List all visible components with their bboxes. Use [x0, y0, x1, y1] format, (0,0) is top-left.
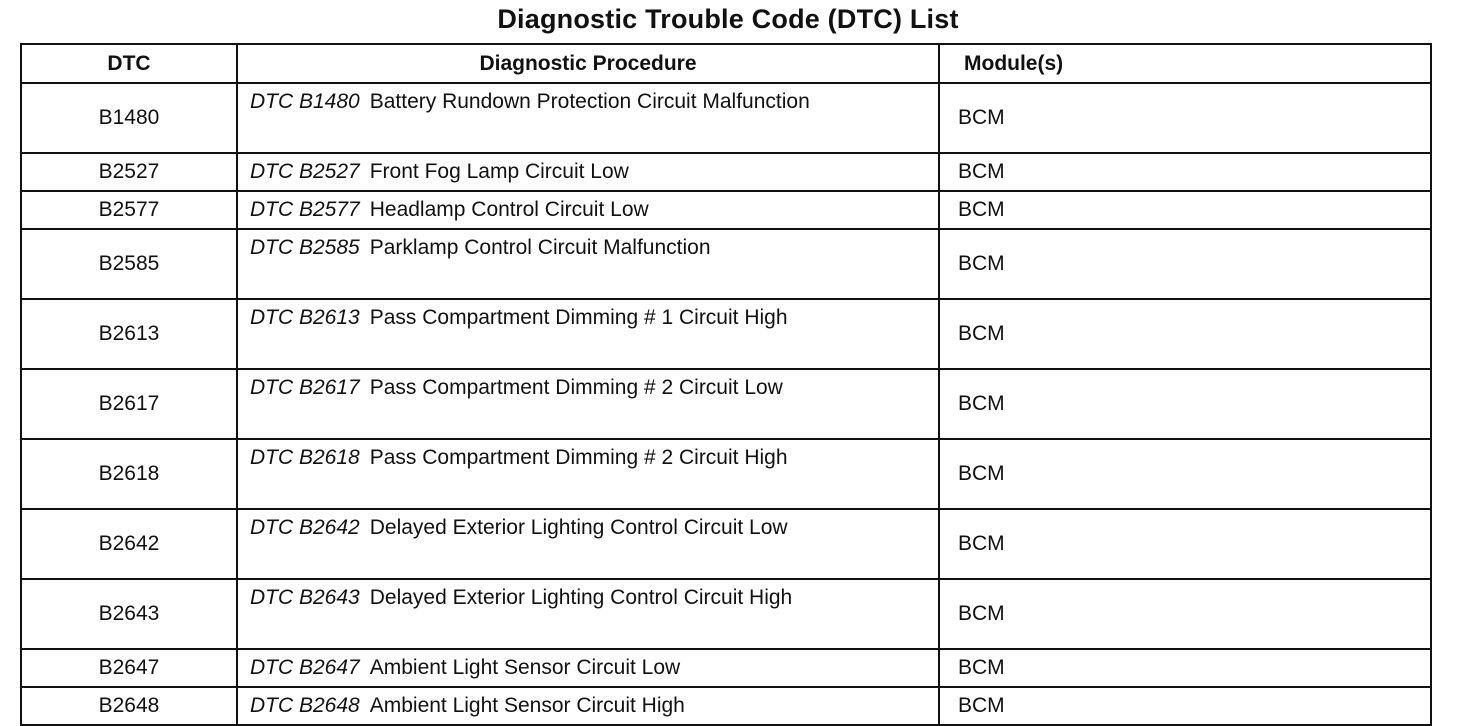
dtc-code: B2577 [21, 191, 237, 229]
table-row [21, 153, 1431, 191]
diagnostic-procedure [237, 649, 939, 687]
table-row [21, 579, 1431, 649]
dtc-code: B2647 [21, 649, 237, 687]
dtc-code: B2642 [21, 509, 237, 579]
procedure-link[interactable]: DTC B2643 [250, 586, 360, 609]
diagnostic-procedure [237, 153, 939, 191]
module-name: BCM [939, 191, 1431, 229]
module-name: BCM [939, 509, 1431, 579]
dtc-code: B2617 [21, 369, 237, 439]
procedure-link[interactable]: DTC B2642 [250, 516, 360, 539]
diagnostic-procedure [237, 687, 939, 725]
procedure-link[interactable]: DTC B2647 [250, 656, 360, 679]
module-name: BCM [939, 649, 1431, 687]
diagnostic-procedure [237, 299, 939, 369]
table-row [21, 439, 1431, 509]
module-name: BCM [939, 83, 1431, 153]
procedure-link[interactable]: DTC B2618 [250, 446, 360, 469]
procedure-description: Delayed Exterior Lighting Control Circuit High [369, 586, 793, 609]
module-name: BCM [939, 153, 1431, 191]
procedure-link[interactable]: DTC B2585 [250, 236, 360, 259]
table-row [21, 369, 1431, 439]
table-row [21, 229, 1431, 299]
diagnostic-procedure [237, 83, 939, 153]
dtc-code: B2527 [21, 153, 237, 191]
module-name: BCM [939, 369, 1431, 439]
procedure-link[interactable]: DTC B2527 [250, 160, 360, 183]
dtc-table [20, 43, 1432, 726]
table-row [21, 83, 1431, 153]
module-name: BCM [939, 439, 1431, 509]
procedure-link[interactable]: DTC B2613 [250, 306, 360, 329]
dtc-code: B2643 [21, 579, 237, 649]
table-row [21, 509, 1431, 579]
procedure-description: Parklamp Control Circuit Malfunction [369, 236, 711, 259]
diagnostic-procedure [237, 191, 939, 229]
module-name: BCM [939, 579, 1431, 649]
table-row [21, 299, 1431, 369]
procedure-description: Pass Compartment Dimming # 2 Circuit High [369, 446, 788, 469]
procedure-description: Pass Compartment Dimming # 2 Circuit Low [369, 376, 783, 399]
module-name: BCM [939, 299, 1431, 369]
procedure-description: Delayed Exterior Lighting Control Circuit Low [369, 516, 788, 539]
dtc-code: B2648 [21, 687, 237, 725]
procedure-link[interactable]: DTC B1480 [250, 90, 360, 113]
procedure-link[interactable]: DTC B2577 [250, 198, 360, 221]
module-name: BCM [939, 687, 1431, 725]
table-row [21, 191, 1431, 229]
header-modules: Module(s) [939, 44, 1431, 83]
header-diagnostic-procedure: Diagnostic Procedure [237, 44, 939, 83]
diagnostic-procedure [237, 579, 939, 649]
table-row [21, 687, 1431, 725]
dtc-code: B2618 [21, 439, 237, 509]
module-name: BCM [939, 229, 1431, 299]
procedure-description: Ambient Light Sensor Circuit Low [369, 656, 681, 679]
table-header-row [21, 44, 1431, 83]
procedure-description: Ambient Light Sensor Circuit High [369, 694, 685, 717]
page-title: Diagnostic Trouble Code (DTC) List [497, 4, 959, 34]
procedure-description: Pass Compartment Dimming # 1 Circuit High [369, 306, 788, 329]
diagnostic-procedure [237, 229, 939, 299]
diagnostic-procedure [237, 439, 939, 509]
diagnostic-procedure [237, 509, 939, 579]
procedure-description: Front Fog Lamp Circuit Low [369, 160, 629, 183]
dtc-code: B2613 [21, 299, 237, 369]
diagnostic-procedure [237, 369, 939, 439]
dtc-code: B1480 [21, 83, 237, 153]
procedure-link[interactable]: DTC B2617 [250, 376, 360, 399]
procedure-description: Headlamp Control Circuit Low [369, 198, 649, 221]
dtc-code: B2585 [21, 229, 237, 299]
table-row [21, 649, 1431, 687]
header-dtc: DTC [21, 44, 237, 83]
procedure-description: Battery Rundown Protection Circuit Malfunction [369, 90, 810, 113]
procedure-link[interactable]: DTC B2648 [250, 694, 360, 717]
